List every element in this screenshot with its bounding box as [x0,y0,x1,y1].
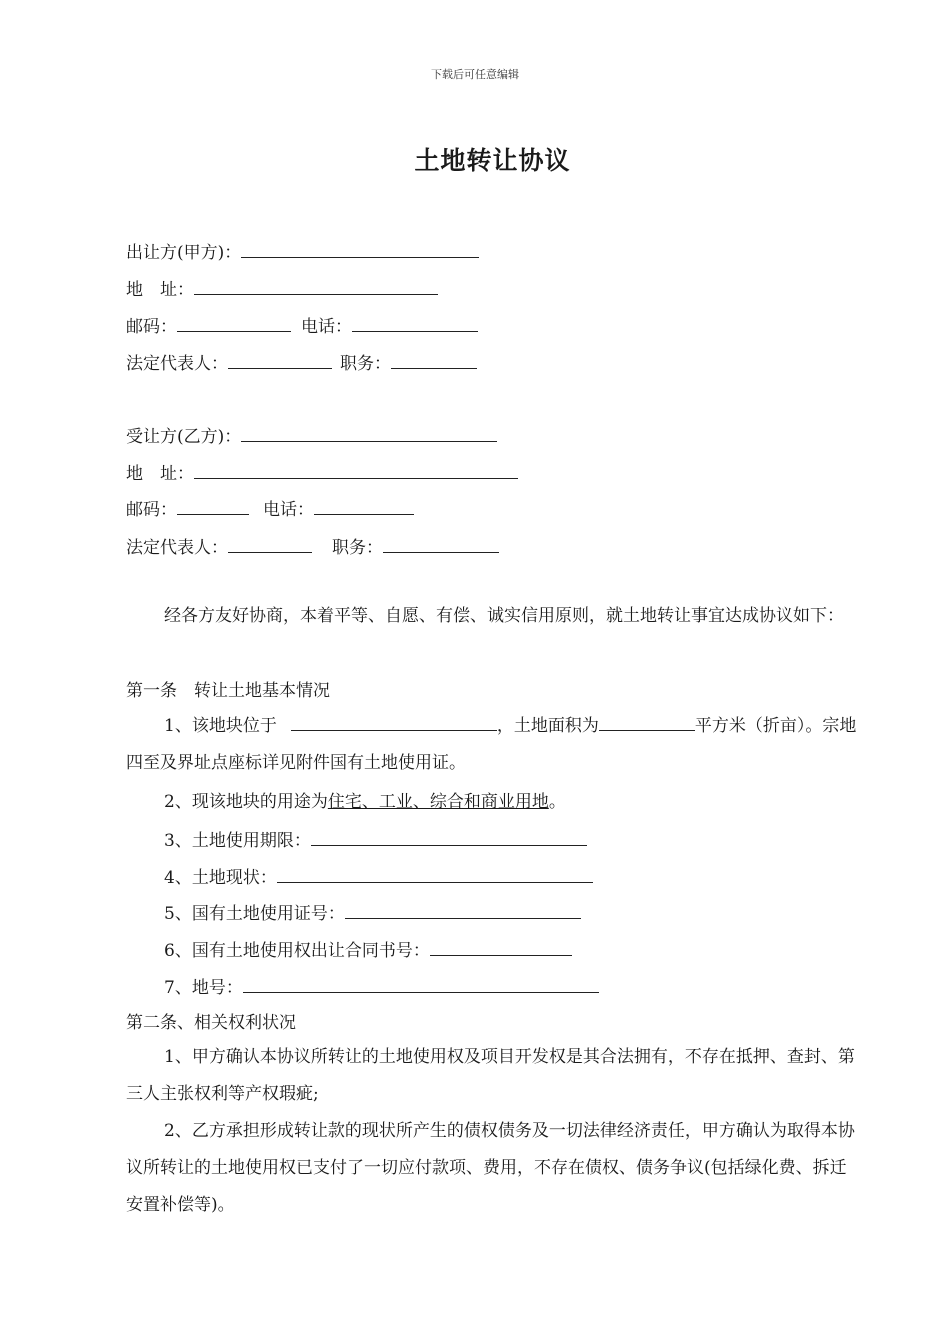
party-a-postcode-field[interactable] [177,313,291,332]
party-a-address-label: 地 址： [126,280,194,300]
party-a-contact-row [126,313,478,339]
party-a-rep-label: 法定代表人： [126,354,228,374]
article1-item6 [164,937,572,963]
article1-item6-label: 6、国有土地使用权出让合同书号： [164,941,430,961]
party-a-name-label: 出让方(甲方)： [126,243,242,263]
party-a-address-field[interactable] [194,276,438,295]
article1-item4 [164,864,593,890]
article1-item1-location-label: 1、该地块位于 [164,716,277,736]
party-b-postcode-label: 邮码： [126,500,177,520]
party-a-address-row [126,276,438,302]
party-a-position-field[interactable] [391,350,477,369]
article1-item4-label: 4、土地现状： [164,868,277,888]
party-b-phone-field[interactable] [314,496,414,515]
article1-item7 [164,974,599,1000]
article1-item2-end: 。 [548,792,566,812]
article1-item5-label: 5、国有土地使用证号： [164,904,345,924]
party-a-name-field[interactable] [241,239,479,258]
article1-item7-label: 7、地号： [164,978,243,998]
party-a-rep-row [126,350,477,376]
land-certificate-field[interactable] [345,900,581,919]
article2-item2: 2、乙方承担形成转让款的现状所产生的债权债务及一切法律经济责任，甲方确认为取得本协议所转让的土地使用权已支付了一切应付款项、费用，不存在债权、债务争议(包括绿化费、拆迁安置补偿等)。 [126,1121,855,1215]
article1-item1 [126,708,858,782]
header-note: 下载后可任意编辑 [431,68,519,81]
party-a-rep-field[interactable] [228,350,332,369]
article1-item3 [164,827,587,853]
article2-item1: 1、甲方确认本协议所转让的土地使用权及项目开发权是其合法拥有，不存在抵押、查封、第三人主张权利等产权瑕疵; [126,1047,855,1104]
party-a-name-row [126,239,479,265]
party-a-phone-field[interactable] [352,313,478,332]
party-b-rep-label: 法定代表人： [126,538,228,558]
lot-number-field[interactable] [243,974,599,993]
intro-paragraph: 经各方友好协商，本着平等、自愿、有偿、诚实信用原则，就土地转让事宜达成协议如下： [164,606,844,626]
party-b-position-label: 职务： [332,538,383,558]
land-location-field[interactable] [291,712,497,731]
document-title: 土地转让协议 [414,146,571,175]
party-b-rep-row [126,534,499,560]
party-b-contact-row [126,496,414,522]
party-b-name-field[interactable] [241,423,497,442]
article1-item2 [164,790,566,814]
party-b-name-row [126,423,497,449]
article1-item1-area-label: ，土地面积为 [496,716,599,736]
article1-item1-unit: 平方米（折亩）。宗地四至及界址点座标详见附件国有土地使用证。 [126,716,857,773]
article1-item5 [164,900,581,926]
party-b-position-field[interactable] [383,534,499,553]
party-a-postcode-label: 邮码： [126,317,177,337]
party-b-phone-label: 电话： [263,500,314,520]
party-a-phone-label: 电话： [301,317,352,337]
party-b-address-field[interactable] [194,460,518,479]
party-b-address-label: 地 址： [126,464,194,484]
article1-heading: 第一条 转让土地基本情况 [126,681,330,701]
party-b-postcode-field[interactable] [177,496,249,515]
article2-heading: 第二条、相关权利状况 [126,1013,296,1033]
party-b-address-row [126,460,518,486]
land-use-value: 住宅、工业、综合和商业用地 [327,792,549,812]
land-area-field[interactable] [599,712,695,731]
contract-number-field[interactable] [430,937,572,956]
land-term-field[interactable] [311,827,587,846]
land-status-field[interactable] [277,864,593,883]
party-a-position-label: 职务： [340,354,391,374]
party-b-rep-field[interactable] [228,534,312,553]
party-b-name-label: 受让方(乙方)： [126,427,242,447]
article1-item3-label: 3、土地使用期限： [164,831,311,851]
article1-item2-label: 2、现该地块的用途为 [164,792,328,812]
